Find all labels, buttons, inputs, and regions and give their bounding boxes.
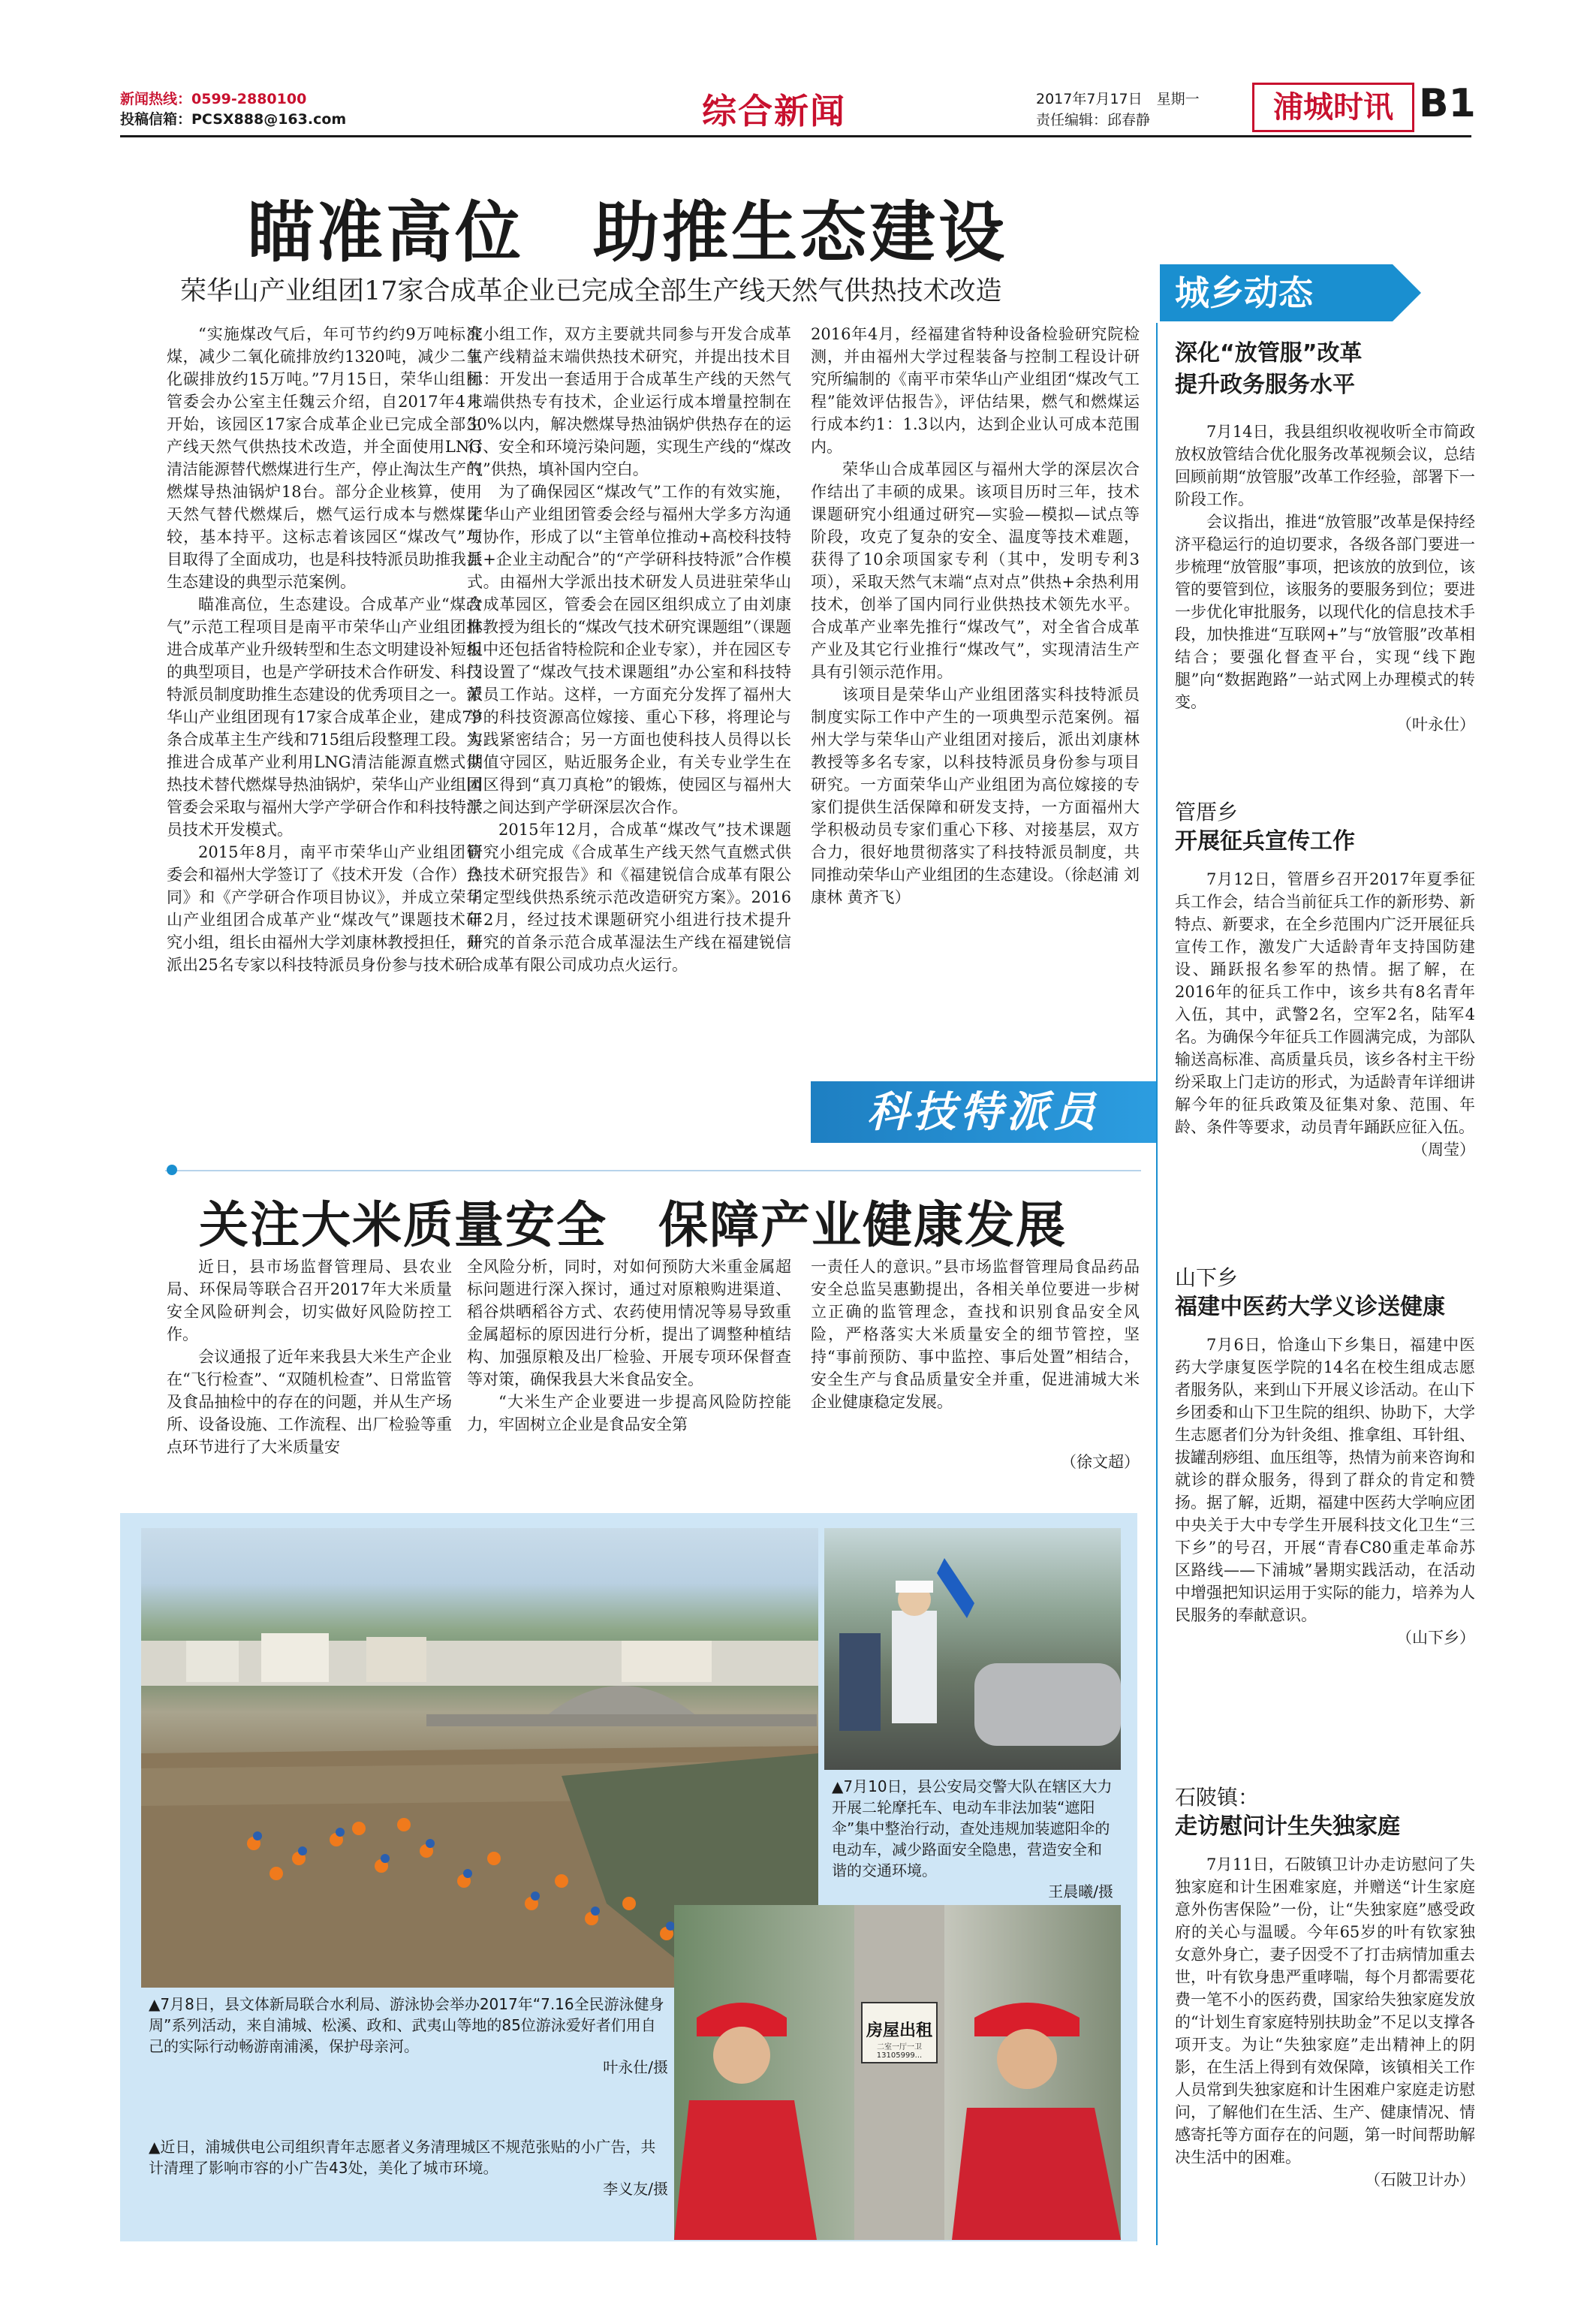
- header-rule: [120, 135, 1471, 137]
- paragraph: 2015年12月，合成革“煤改气”技术课题研究小组完成《合成革生产线天然气直燃式供热技术研究报告》和《福建锐信合成革有限公司定型线供热系统示范改造研究方案》。2016年2月，经过技术课题研究小组进行技术提升研究的首条示范合成革湿法生产线在福建锐信合成革有限公司成功点火运行。: [467, 821, 791, 974]
- tech-envoy-badge: 科技特派员: [811, 1081, 1156, 1143]
- news3-kicker: 山下乡: [1175, 1265, 1239, 1290]
- article2-title: 关注大米质量安全 保障产业健康发展: [199, 1195, 1067, 1254]
- traffic-caption: [832, 1776, 1113, 1902]
- caption-text: ▲7月10日，县公安局交警大队在辖区大力开展二轮摩托车、电动车非法加装“遮阳伞”集中整治行动，查处违规加装遮阳伞的电动车，减少路面安全隐患，营造安全和谐的交通环境。: [832, 1777, 1113, 1879]
- news4-credit: （石陂卫计办）: [1365, 2171, 1475, 2189]
- date-text: 2017年7月17日 星期一: [1036, 91, 1200, 107]
- sidebar-news-1: [1175, 338, 1475, 736]
- paragraph: 全风险分析，同时，对如何预防大米重金属超标问题进行深入探讨，通过对原粮购进渠道、稻谷烘晒稻谷方式、农药使用情况等易导致重金属超标的原因进行分析，提出了调整种植结构、加强原粮及出厂检验、开展专项环保督查等对策，确保我县大米食品安全。: [467, 1258, 791, 1388]
- news1-title-line2: 提升政务服务水平: [1175, 372, 1355, 398]
- swimming-caption: [149, 1994, 668, 2078]
- paragraph: 2015年8月，南平市荣华山产业组团管委会和福州大学签订了《技术开发（合作）合同》和《产学研合作项目协议》，并成立荣华山产业组团合成革产业“煤改气”课题技术研究小组，组长由福州大学刘康林教授担任，并派出25名专家以科技特派员身份参与技术研: [167, 843, 482, 974]
- article1-subtitle: 荣华山产业组团17家合成革企业已完成全部生产线天然气供热技术改造: [180, 276, 1002, 306]
- paragraph: “实施煤改气后，年可节约约9万吨标准煤，减少二氧化硫排放约1320吨，减少二氧化碳排放约15万吨。”7月15日，荣华山组团管委会办公室主任魏云介绍，自2017年4月开始，该园区17家合成革企业已完成全部生产线天然气供热技术改造，并全面使用LNG清洁能源替代燃煤进行生产，停止淘汰生产的燃煤导热油锅炉18台。部分企业核算，使用天然气替代燃煤后，燃气运行成本与燃煤比较，基本持平。这标志着该园区“煤改气”项目取得了全面成功，也是科技特派员助推我县生态建设的典型示范案例。: [167, 325, 482, 591]
- caption-credit: 李义友/摄: [603, 2180, 668, 2198]
- section-divider: [165, 1170, 1141, 1171]
- article1-col2: [467, 323, 791, 976]
- news3-credit: （山下乡）: [1396, 1629, 1475, 1647]
- news2-title: 开展征兵宣传工作: [1175, 828, 1355, 855]
- paragraph: 7月12日，管厝乡召开2017年夏季征兵工作会，结合当前征兵工作的新形势、新特点、新要求，在全乡范围内广泛开展征兵宣传工作，激发广大适龄青年支持国防建设、踊跃报名参军的热情。据了解，在2016年的征兵工作中，该乡共有8名青年入伍，其中，武警2名，空军2名，陆军4名。为确保今年征兵工作圆满完成，为部队输送高标准、高质量兵员，该乡各村主干纷纷采取上门走访的形式，为适龄青年详细讲解今年的征兵政策及征集对象、范围、年龄、条件等要求，动员青年踊跃应征入伍。: [1175, 870, 1475, 1136]
- page-number: B1: [1419, 81, 1476, 126]
- article2-col2: [467, 1255, 791, 1436]
- volunteers-caption: [149, 2136, 668, 2199]
- news-hotline: 新闻热线：0599-2880100: [120, 91, 307, 107]
- article1-col3: [811, 323, 1140, 909]
- traffic-police-photo: [824, 1528, 1121, 1770]
- sidebar-news-4: [1175, 1781, 1475, 2191]
- news1-body: [1175, 421, 1475, 736]
- paragraph: 究小组工作，双方主要就共同参与开发合成革生产线精益末端供热技术研究，并提出技术目标：开发出一套适用于合成革生产线的天然气末端供热专有技术，企业运行成本增量控制在30%以内，解决燃煤导热油锅炉供热存在的运行、安全和环境污染问题，实现生产线的“煤改气”供热，填补国内空白。: [467, 325, 791, 478]
- article2-col1: [167, 1255, 452, 1458]
- caption-text: ▲近日，浦城供电公司组织青年志愿者义务清理城区不规范张贴的小广告，共计清理了影响市容的小广告43处，美化了城市环境。: [149, 2138, 656, 2177]
- article1-title: 瞄准高位 助推生态建设: [248, 194, 1008, 271]
- paragraph: 7月14日，我县组织收视收听全市简政放权放管结合优化服务改革视频会议，总结回顾前期“放管服”改革工作经验，部署下一阶段工作。: [1175, 423, 1475, 508]
- paragraph: 为了确保园区“煤改气”工作的有效实施，荣华山产业组团管委会经与福州大学多方沟通与协作，形成了以“主管单位推动+高校科技特派+企业主动配合”的“产学研科技特派”合作模式。由福州大学派出技术研发人员进驻荣华山合成革园区，管委会在园区组织成立了由刘康林教授为组长的“煤改气技术研究课题组”（课题组中还包括省特检院和企业专家），并在园区专门设置了“煤改气技术课题组”办公室和科技特派员工作站。这样，一方面充分发挥了福州大学的科技资源高位嫁接、重心下移，将理论与实践紧密结合；另一方面也使科技人员得以长期值守园区，贴近服务企业，有关专业学生在园区得到“真刀真枪”的锻炼，使园区与福州大学之间达到产学研深层次合作。: [467, 483, 791, 816]
- paragraph: “大米生产企业要进一步提高风险防控能力，牢固树立企业是食品安全第: [467, 1393, 791, 1433]
- traffic-scene-icon: [824, 1528, 1121, 1770]
- paragraph: 会议通报了近年来我县大米生产企业在“飞行检查”、“双随机检查”、日常监管及食品抽检中的存在的问题，并从生产场所、设备设施、工作流程、出厂检验等重点环节进行了大米质量安: [167, 1348, 452, 1456]
- volunteers-scene-icon: [674, 1905, 1121, 2240]
- caption-credit: 王晨曦/摄: [1048, 1882, 1113, 1901]
- submission-email: 投稿信箱：PCSX888@163.com: [120, 111, 347, 128]
- news2-body: [1175, 868, 1475, 1161]
- paragraph: 2016年4月，经福建省特种设备检验研究院检测，并由福州大学过程装备与控制工程设计研究所编制的《南平市荣华山产业组团“煤改气工程”能效评估报告》，评估结果，燃气和燃煤运行成本约1：1.3以内，达到企业认可成本范围内。: [811, 325, 1140, 456]
- article1-col1: [167, 323, 482, 976]
- newspaper-logo: 浦城时讯: [1252, 83, 1414, 132]
- sidebar-rule: [1156, 323, 1158, 2245]
- article2-col3: [811, 1255, 1140, 1413]
- paragraph: 荣华山合成革园区与福州大学的深层次合作结出了丰硕的成果。该项目历时三年，技术课题研究小组通过研究—实验—模拟—试点等阶段，攻克了复杂的安全、温度等技术难题，获得了10余项国家专利（其中，发明专利3项），采取天然气末端“点对点”供热+余热利用技术，创举了国内同行业供热技术领先水平。合成革产业率先推行“煤改气”，对全省合成革产业及其它行业推行“煤改气”，实现清洁生产具有引领示范作用。: [811, 460, 1140, 681]
- rental-sign-detail: 二室一厅一卫 13105999...: [876, 2043, 923, 2060]
- news4-body: [1175, 1853, 1475, 2191]
- news2-kicker: 管厝乡: [1175, 800, 1239, 824]
- paragraph: 近日，县市场监督管理局、县农业局、环保局等联合召开2017年大米质量安全风险研判会，切实做好风险防控工作。: [167, 1258, 452, 1343]
- section-title: 综合新闻: [702, 91, 846, 131]
- issue-date: [1036, 89, 1200, 131]
- photo-spread: [120, 1513, 1137, 2241]
- article2-credit: （徐文超）: [1061, 1453, 1140, 1471]
- divider-dot: [167, 1165, 177, 1175]
- news1-title-line1: 深化“放管服”改革: [1175, 340, 1363, 366]
- volunteers-photo: [674, 1905, 1121, 2240]
- paragraph: 该项目是荣华山产业组团落实科技特派员制度实际工作中产生的一项典型示范案例。福州大学与荣华山产业组团对接后，派出刘康林教授等多名专家，以科技特派员身份参与项目研究。一方面荣华山产业组团为高位嫁接的专家们提供生活保障和研发支持，一方面福州大学积极动员专家们重心下移、对接基层，双方合力，很好地贯彻落实了科技特派员制度，共同推动荣华山产业组团的生态建设。（徐赵浦 刘康林 黄齐飞）: [811, 686, 1140, 906]
- editor-text: 责任编辑：邱春静: [1036, 112, 1151, 128]
- news4-title: 走访慰问计生失独家庭: [1175, 1813, 1400, 1840]
- paragraph: 7月11日，石陂镇卫计办走访慰问了失独家庭和计生困难家庭，并赠送“计生家庭意外伤害保险”一份，让“失独家庭”感受政府的关心与温暖。今年65岁的叶有钦家独女意外身亡，妻子因受不了打击病情加重去世，叶有钦身患严重哮喘，每个月都需要花费一笔不小的医药费，国家给失独家庭发放的“计划生育家庭特别扶助金”不足以支撑各项开支。为让“失独家庭”走出精神上的阴影，在生活上得到有效保障，该镇相关工作人员常到失独家庭和计生困难户家庭走访慰问，了解他们在生活、生产、健康情况、情感寄托等方面存在的问题，第一时间帮助解决生活中的困难。: [1175, 1855, 1475, 2166]
- sidebar-news-2: [1175, 796, 1475, 1161]
- news3-title: 福建中医药大学义诊送健康: [1175, 1294, 1445, 1320]
- rental-sign-title: 房屋出租: [866, 2021, 932, 2040]
- news3-body: [1175, 1334, 1475, 1649]
- news1-credit: （叶永仕）: [1396, 716, 1475, 734]
- news2-credit: （周莹）: [1412, 1141, 1475, 1159]
- caption-text: ▲7月8日，县文体新局联合水利局、游泳协会举办2017年“7.16全民游泳健身周”系列活动，来自浦城、松溪、政和、武夷山等地的85位游泳爱好者们用自己的实际行动畅游南浦溪，保护母亲河。: [149, 1995, 664, 2055]
- paragraph: 7月6日，恰逢山下乡集日，福建中医药大学康复医学院的14名在校生组成志愿者服务队，来到山下开展义诊活动。在山下乡团委和山下卫生院的组织、协助下，大学生志愿者们分为针灸组、推拿组、耳针组、拔罐刮痧组、血压组等，热情为前来咨询和就诊的群众服务，得到了群众的肯定和赞扬。据了解，近期，福建中医药大学响应团中央关于大中专学生开展科技文化卫生“三下乡”的号召，开展“青春C80重走革命苏区路线——下浦城”暑期实践活动，在活动中增强把知识运用于实际的能力，培养为人民服务的奉献意识。: [1175, 1336, 1475, 1624]
- sidebar-news-3: [1175, 1262, 1475, 1649]
- paragraph: 会议指出，推进“放管服”改革是保持经济平稳运行的迫切要求，各级各部门要进一步梳理“放管服”事项，把该放的放到位，该管的要管到位，该服务的要服务到位；要进一步优化审批服务，以现代化的信息技术手段，加快推进“互联网+”与“放管服”改革相结合；要强化督查平台，实现“线下跑腿”向“数据跑路”一站式网上办理模式的转变。: [1175, 513, 1475, 711]
- paragraph: 一责任人的意识。”县市场监督管理局食品药品安全总监吴惠勤提出，各相关单位要进一步树立正确的监管理念，查找和识别食品安全风险，严格落实大米质量安全的细节管控，坚持“事前预防、事中监控、事后处置”相结合，安全生产与食品质量安全并重，促进浦城大米企业健康稳定发展。: [811, 1258, 1140, 1411]
- caption-credit: 叶永仕/摄: [603, 2058, 668, 2076]
- news4-kicker: 石陂镇：: [1175, 1785, 1260, 1810]
- urban-rural-tag: 城乡动态: [1160, 264, 1393, 321]
- paragraph: 瞄准高位，生态建设。合成革产业“煤改气”示范工程项目是南平市荣华山产业组团推进合成革产业升级转型和生态文明建设补短板的典型项目，也是产学研技术合作研发、科技特派员制度助推生态建设的优秀项目之一。荣华山产业组团现有17家合成革企业，建成79条合成革主生产线和715组后段整理工段。为推进合成革产业利用LNG清洁能源直燃式供热技术替代燃煤导热油锅炉，荣华山产业组团管委会采取与福州大学产学研合作和科技特派员技术开发模式。: [167, 595, 482, 839]
